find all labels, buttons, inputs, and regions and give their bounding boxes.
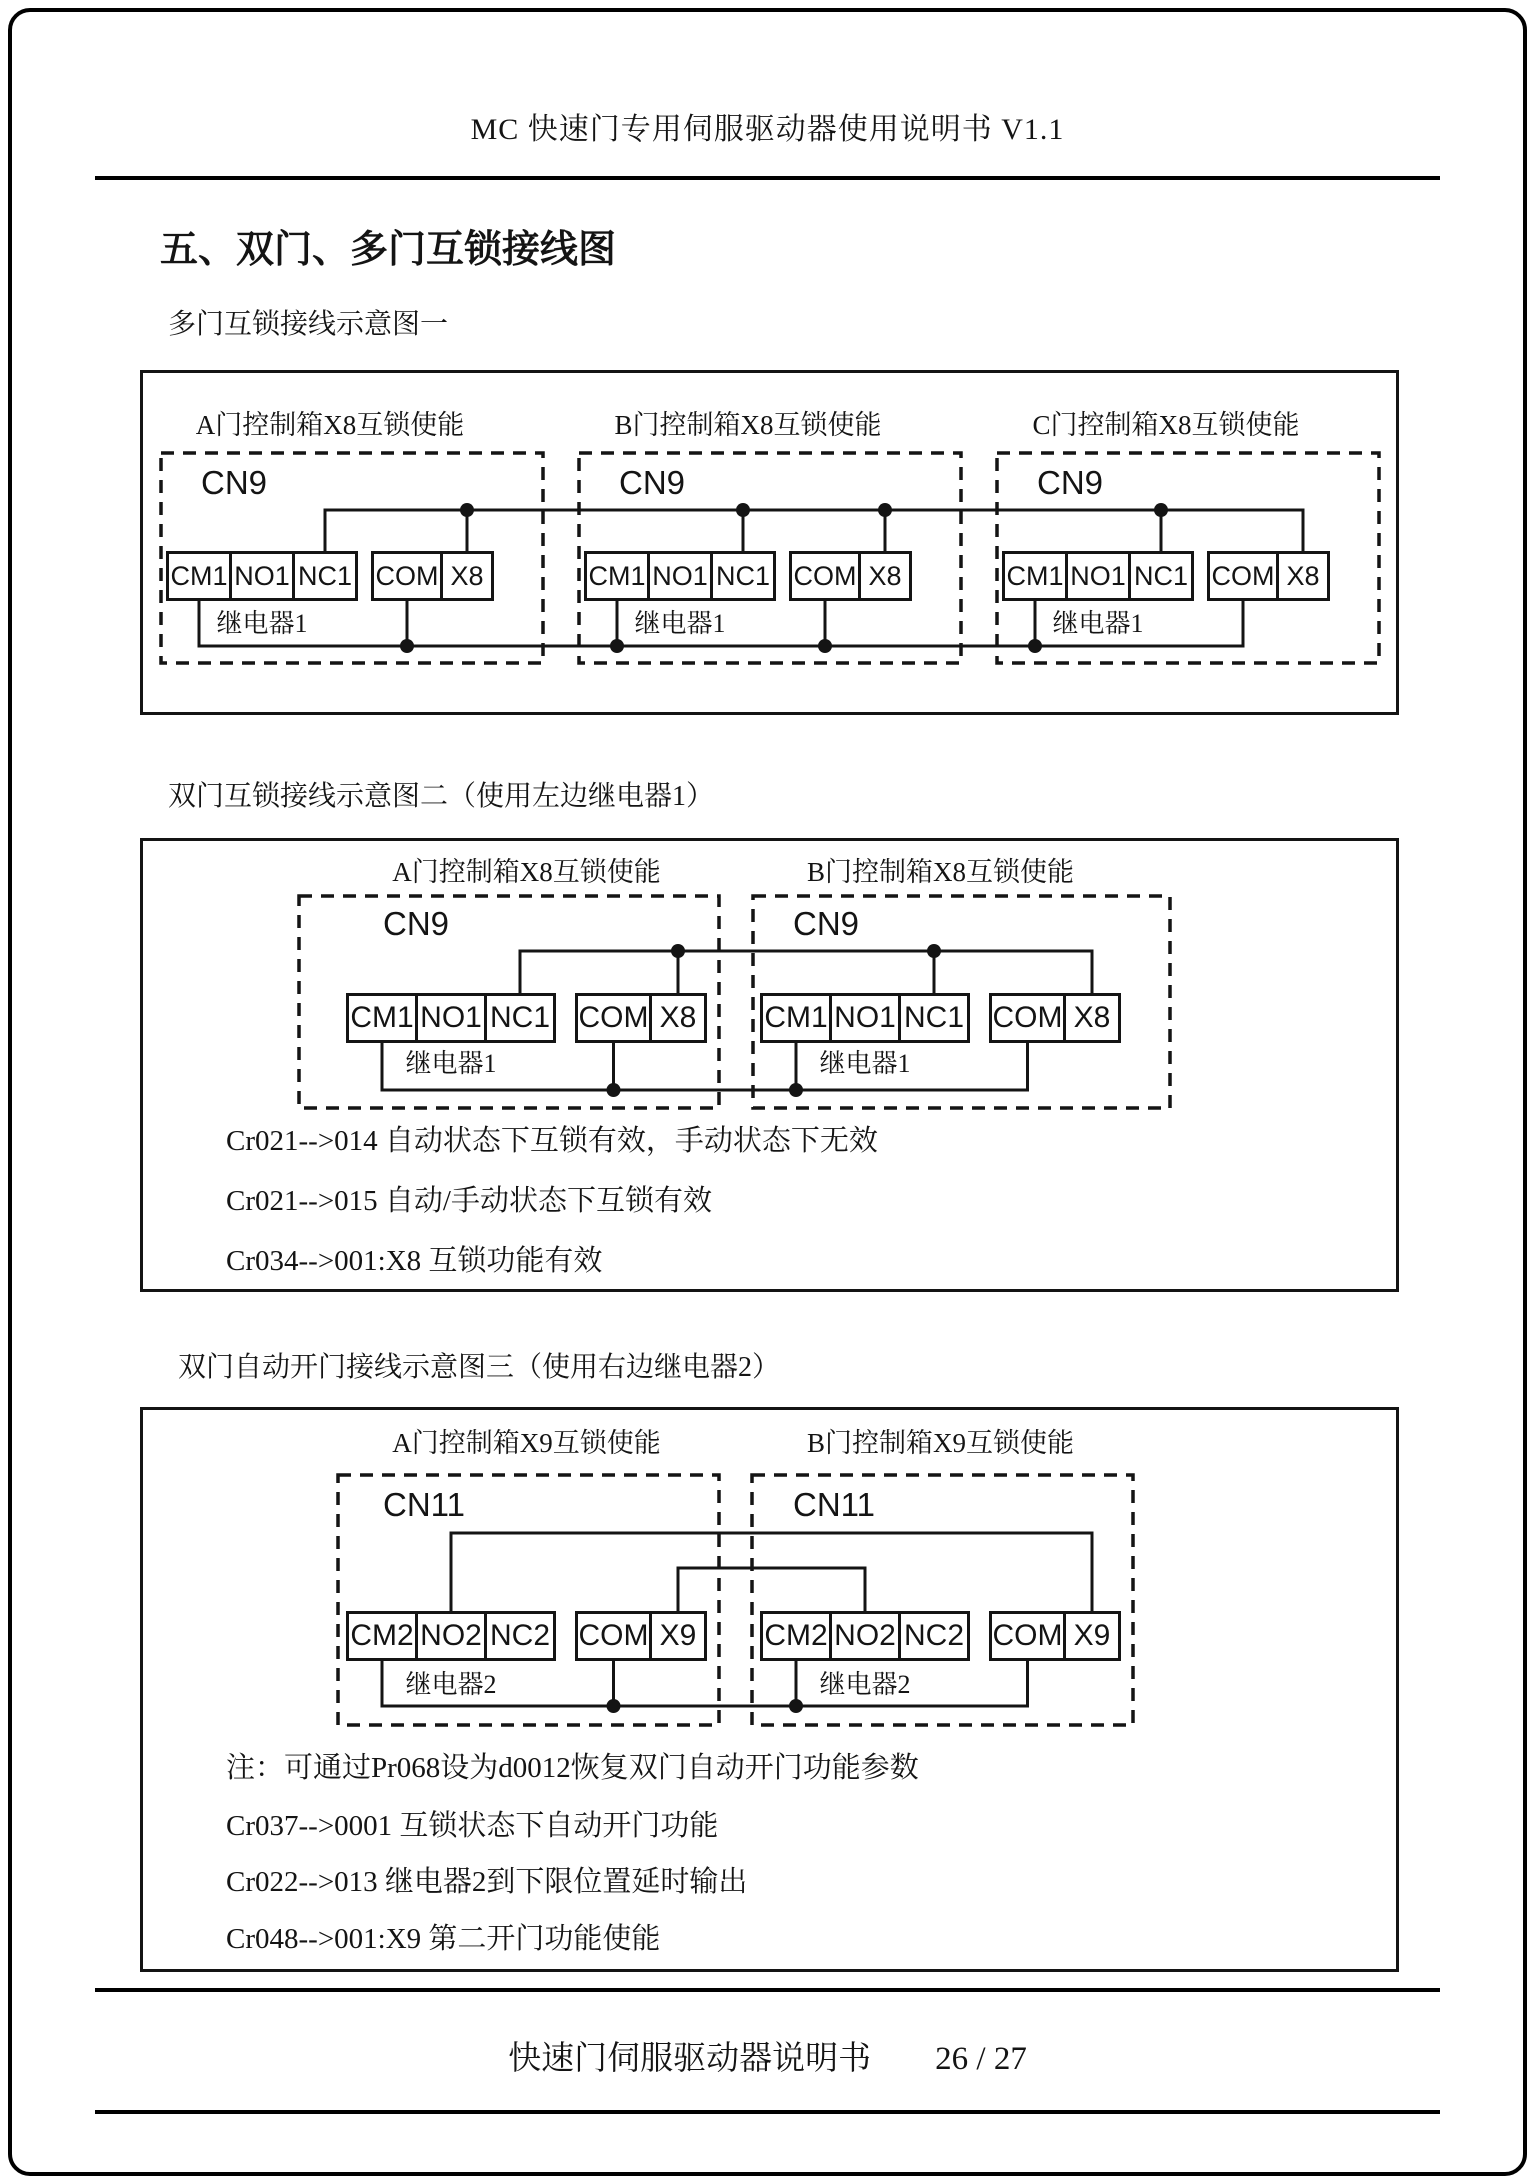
terminal-cell: COM <box>989 1611 1066 1661</box>
junction-dot <box>927 944 941 958</box>
terminal-group-input <box>575 993 707 1043</box>
terminal-cell: NC1 <box>710 551 776 601</box>
door-block-title: B门控制箱X8互锁使能 <box>806 857 1075 887</box>
terminal-group-input <box>575 1611 707 1661</box>
footer-page-number: 26 / 27 <box>935 2041 1027 2077</box>
relay-label: 继电器1 <box>405 1049 497 1078</box>
diagram-note: Cr048-->001:X9 第二开门功能使能 <box>226 1923 661 1955</box>
page-footer <box>0 2040 1535 2080</box>
diagram-note: Cr037-->0001 互锁状态下自动开门功能 <box>226 1810 719 1842</box>
connector-label: CN9 <box>201 464 268 501</box>
diagram-note: Cr021-->015 自动/手动状态下互锁有效 <box>226 1185 712 1217</box>
relay-label: 继电器1 <box>634 609 726 638</box>
junction-dot <box>400 639 414 653</box>
diagram-note: Cr021-->014 自动状态下互锁有效，手动状态下无效 <box>226 1125 878 1157</box>
door-block-title: A门控制箱X8互锁使能 <box>195 410 465 440</box>
terminal-cell: COM <box>575 1611 652 1661</box>
connector-label: CN9 <box>793 905 860 942</box>
terminal-cell: NC2 <box>484 1611 556 1661</box>
diagram-note: Cr022-->013 继电器2到下限位置延时输出 <box>226 1866 748 1898</box>
terminal-cell: NC1 <box>898 993 970 1043</box>
junction-dot <box>789 1699 803 1713</box>
door-block-title: A门控制箱X9互锁使能 <box>392 1428 661 1458</box>
terminal-cell: COM <box>371 551 443 601</box>
junction-dot <box>818 639 832 653</box>
terminal-cell: NC2 <box>898 1611 970 1661</box>
terminal-cell: CM1 <box>1002 551 1068 601</box>
terminal-group-input <box>989 993 1121 1043</box>
connector-label: CN9 <box>619 464 686 501</box>
terminal-group-relay <box>1002 551 1194 601</box>
relay-label: 继电器2 <box>405 1670 497 1699</box>
terminal-group-input <box>989 1611 1121 1661</box>
junction-dot <box>607 1699 621 1713</box>
terminal-group-relay <box>584 551 776 601</box>
junction-dot <box>1028 639 1042 653</box>
relay-label: 继电器2 <box>819 1670 911 1699</box>
terminal-cell: NO2 <box>829 1611 901 1661</box>
terminal-group-input <box>1207 551 1330 601</box>
terminal-cell: NC1 <box>1128 551 1194 601</box>
terminal-cell: COM <box>575 993 652 1043</box>
terminal-cell: X9 <box>1063 1611 1121 1661</box>
relay-label: 继电器1 <box>819 1049 911 1078</box>
footer-rule-top <box>95 1988 1440 1992</box>
connector-label: CN9 <box>1037 464 1104 501</box>
door-block-title: B门控制箱X9互锁使能 <box>806 1428 1075 1458</box>
junction-dot <box>460 503 474 517</box>
terminal-cell: X8 <box>649 993 707 1043</box>
junction-dot <box>671 944 685 958</box>
footer-rule-bottom <box>95 2110 1440 2114</box>
terminal-cell: CM2 <box>346 1611 418 1661</box>
terminal-cell: X8 <box>440 551 494 601</box>
terminal-cell: CM2 <box>760 1611 832 1661</box>
diagram3-caption: 双门自动开门接线示意图三（使用右边继电器2） <box>178 1352 781 1383</box>
relay-label: 继电器1 <box>216 609 308 638</box>
wiring-diagram-1 <box>140 370 1399 715</box>
junction-dot <box>736 503 750 517</box>
terminal-cell: NO1 <box>829 993 901 1043</box>
diagram2-caption: 双门互锁接线示意图二（使用左边继电器1） <box>168 781 715 812</box>
section-title: 五、双门、多门互锁接线图 <box>160 229 617 271</box>
connector-label: CN11 <box>793 1486 875 1523</box>
terminal-group-relay <box>760 993 970 1043</box>
wiring-diagram-3 <box>140 1407 1399 1972</box>
terminal-cell: CM1 <box>584 551 650 601</box>
terminal-cell: X8 <box>1276 551 1330 601</box>
terminal-cell: NC1 <box>484 993 556 1043</box>
terminal-cell: COM <box>789 551 861 601</box>
terminal-cell: X8 <box>858 551 912 601</box>
terminal-cell: NO1 <box>1065 551 1131 601</box>
terminal-group-relay <box>760 1611 970 1661</box>
diagram1-caption: 多门互锁接线示意图一 <box>168 309 449 340</box>
terminal-cell: CM1 <box>166 551 232 601</box>
junction-dot <box>878 503 892 517</box>
header-rule <box>95 176 1440 180</box>
junction-dot <box>607 1083 621 1097</box>
terminal-cell: COM <box>1207 551 1279 601</box>
doc-header: MC 快速门专用伺服驱动器使用说明书 V1.1 <box>470 113 1065 146</box>
terminal-group-relay <box>166 551 358 601</box>
diagram-note: 注：可通过Pr068设为d0012恢复双门自动开门功能参数 <box>226 1752 919 1784</box>
connector-label: CN9 <box>383 905 450 942</box>
terminal-cell: X9 <box>649 1611 707 1661</box>
terminal-group-relay <box>346 1611 556 1661</box>
terminal-cell: NO1 <box>415 993 487 1043</box>
terminal-cell: CM1 <box>346 993 418 1043</box>
diagram-note: Cr034-->001:X8 互锁功能有效 <box>226 1245 603 1277</box>
junction-dot <box>1154 503 1168 517</box>
terminal-group-input <box>789 551 912 601</box>
door-block-title: C门控制箱X8互锁使能 <box>1032 410 1300 440</box>
junction-dot <box>610 639 624 653</box>
terminal-cell: NO1 <box>647 551 713 601</box>
terminal-group-relay <box>346 993 556 1043</box>
terminal-cell: NO1 <box>229 551 295 601</box>
terminal-cell: CM1 <box>760 993 832 1043</box>
connector-label: CN11 <box>383 1486 465 1523</box>
terminal-group-input <box>371 551 494 601</box>
terminal-cell: NC1 <box>292 551 358 601</box>
relay-label: 继电器1 <box>1052 609 1144 638</box>
junction-dot <box>789 1083 803 1097</box>
terminal-cell: X8 <box>1063 993 1121 1043</box>
terminal-cell: NO2 <box>415 1611 487 1661</box>
footer-doc-title: 快速门伺服驱动器说明书 <box>508 2041 872 2077</box>
wiring-diagram-2 <box>140 838 1399 1292</box>
terminal-cell: COM <box>989 993 1066 1043</box>
door-block-title: B门控制箱X8互锁使能 <box>614 410 882 440</box>
door-block-title: A门控制箱X8互锁使能 <box>392 857 661 887</box>
